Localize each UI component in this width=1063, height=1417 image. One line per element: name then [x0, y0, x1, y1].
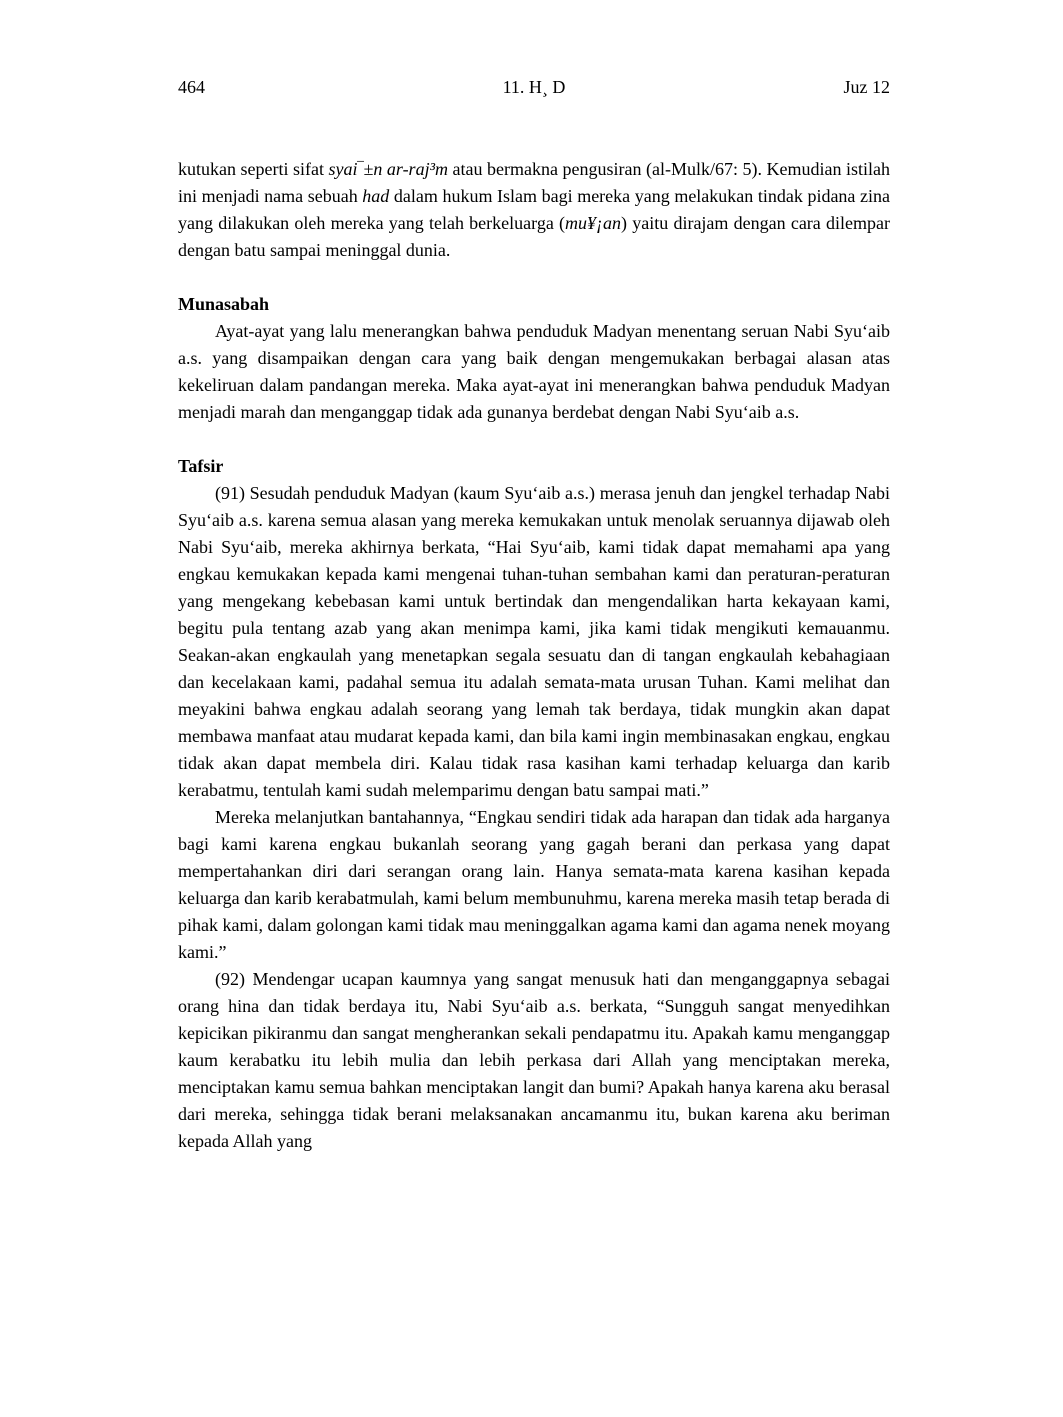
- paragraph-continuation: [178, 156, 890, 264]
- paragraph-munasabah: Ayat-ayat yang lalu menerangkan bahwa penduduk Madyan menentang seruan Nabi Syu‘aib a.s. yang disampaikan dengan cara yang baik dengan mengemukakan berbagai alasan atas kekeliruan dalam pandangan mereka. Maka ayat-ayat ini menerangkan bahwa penduduk Madyan menjadi marah dan menganggap tidak ada gunanya berdebat dengan Nabi Syu‘aib a.s.: [178, 321, 890, 422]
- italic-term-syaitan-ar-rajim: syai‾±n ar-raj³m: [328, 159, 448, 179]
- italic-term-had: had: [362, 186, 390, 206]
- chapter-title: 11. H¸ D: [502, 77, 566, 97]
- paragraph-tafsir-92: (92) Mendengar ucapan kaumnya yang sangat menusuk hati dan menganggapnya sebagai orang hina dan tidak berdaya itu, Nabi Syu‘aib a.s. berkata, “Sungguh sangat menyedihkan kepicikan pikiranmu dan sangat mengherankan sekali pendapatmu itu. Apakah kamu menganggap kaum kerabatku itu lebih mulia dan lebih perkasa dari Allah yang menciptakan mereka, menciptakan kamu semua bahkan menciptakan langit dan bumi? Apakah hanya karena aku berasal dari mereka, sehingga tidak berani melaksanakan ancamanmu itu, bukan karena aku beriman kepada Allah yang: [178, 969, 890, 1151]
- text-run: dalam hukum Islam bagi mereka yang melakukan tindak pidana zina yang dilakukan oleh mereka yang telah berkeluarga (: [178, 186, 890, 233]
- text-run: atau bermakna pengusiran (al-Mulk/67: 5). Kemudian istilah ini menjadi nama sebuah: [178, 159, 890, 206]
- page-content: [178, 156, 890, 1155]
- paragraph-tafsir-91-continuation: Mereka melanjutkan bantahannya, “Engkau sendiri tidak ada harapan dan tidak ada harganya bagi kami karena engkau bukanlah seorang yang gagah berani dan perkasa yang dapat mempertahankan diri dari serangan orang lain. Hanya semata-mata karena kasihan kepada keluarga dan karib kerabatmulah, kami belum membunuhmu, karena mereka masih tetap berada di pihak kami, dalam golongan kami tidak mau meninggalkan agama kami dan agama nenek moyang kami.”: [178, 807, 890, 962]
- section-heading-tafsir: Tafsir: [178, 456, 224, 476]
- paragraph-tafsir-91: (91) Sesudah penduduk Madyan (kaum Syu‘aib a.s.) merasa jenuh dan jengkel terhadap Nabi Syu‘aib a.s. karena semua alasan yang mereka kemukakan untuk menolak seruannya dijawab oleh Nabi Syu‘aib, mereka akhirnya berkata, “Hai Syu‘aib, kami tidak dapat memahami apa yang engkau kemukakan kepada kami mengenai tuhan-tuhan sembahan kami dan peraturan-peraturan yang mengekang kebebasan kami untuk bertindak dan mengendalikan harta kekayaan kami, begitu pula tentang azab yang akan menimpa kami, jika kami tidak mengikuti kemauanmu. Seakan-akan engkaulah yang menetapkan segala sesuatu dan di tangan engkaulah kebahagiaan dan kecelakaan kami, padahal semua itu adalah semata-mata urusan Tuhan. Kami melihat dan meyakini bahwa engkau adalah seorang yang lemah tak berdaya, tidak mungkin akan dapat membawa manfaat atau mudarat kepada kami, dan bila kami ingin membinasakan engkau, engkau tidak akan dapat membela diri. Kalau tidak rasa kasihan kami terhadap keluarga dan karib kerabatmu, tentulah kami sudah melemparimu dengan batu sampai mati.”: [178, 483, 890, 800]
- text-run: ) yaitu dirajam dengan cara dilempar dengan batu sampai meninggal dunia.: [178, 213, 890, 260]
- page-number: 464: [178, 77, 205, 97]
- page-header: [178, 76, 890, 98]
- italic-term-muhsan: mu¥¡an: [565, 213, 622, 233]
- section-heading-munasabah: Munasabah: [178, 294, 270, 314]
- juz-label: Juz 12: [843, 77, 890, 97]
- text-run: kutukan seperti sifat: [178, 159, 329, 179]
